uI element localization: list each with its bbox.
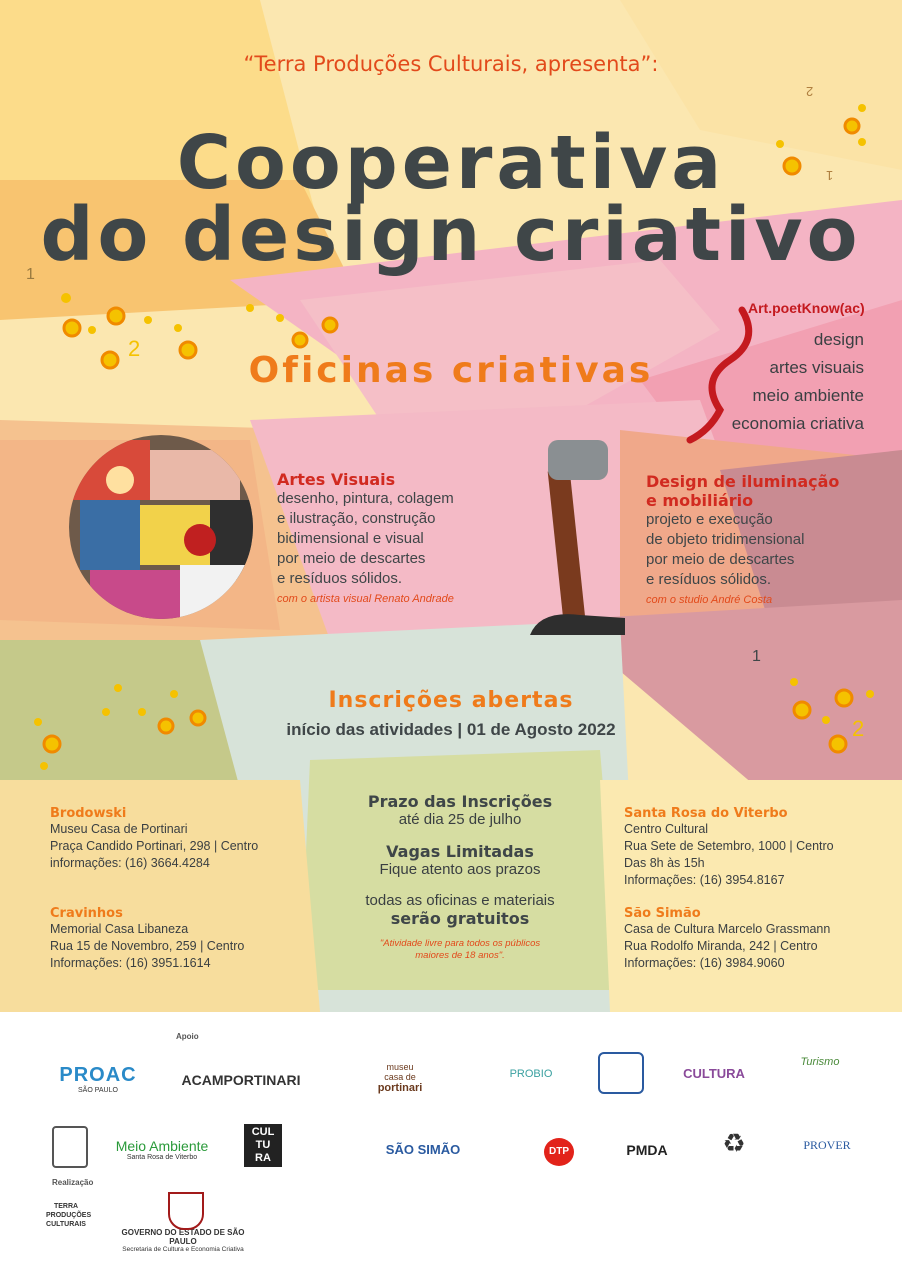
deadline-title: Prazo das Inscrições (367, 792, 553, 811)
vagas-title: Vagas Limitadas (386, 842, 534, 861)
location-line: Casa de Cultura Marcelo Grassmann (624, 922, 831, 936)
cultura-block-logo: CUL TU RA (244, 1124, 282, 1167)
presenter-line: “Terra Produções Culturais, apresenta”: (243, 52, 659, 76)
workshop-line: projeto e execução (646, 511, 773, 528)
workshop-artes-visuais (277, 470, 537, 605)
proac-logo: PROAC SÃO PAULO (59, 1064, 137, 1094)
title-line-2: do design criativo (40, 192, 862, 278)
location-cravinhos (50, 906, 300, 972)
vagas-text: Fique atento aos prazos (379, 861, 541, 878)
location-line: informações: (16) 3664.4284 (50, 856, 210, 870)
workshop-title: Design de iluminação (646, 472, 840, 491)
acam-portinari-logo: ACAMPORTINARI (181, 1072, 301, 1088)
decor-number: 2 (806, 84, 814, 99)
location-line: Memorial Casa Libaneza (50, 922, 189, 936)
audience-note-1: "Atividade livre para todos os públicos (379, 938, 541, 949)
workshop-line: e resíduos sólidos. (277, 570, 403, 587)
location-name: São Simão (624, 906, 701, 921)
start-date: início das atividades | 01 de Agosto 2022 (286, 720, 616, 739)
decor-number: 1 (752, 648, 761, 665)
location-line: Rua Sete de Setembro, 1000 | Centro (624, 839, 834, 853)
decor-number: 2 (128, 336, 141, 361)
apoio-label: Apoio (176, 1032, 199, 1041)
prover-logo: PROVER (803, 1138, 851, 1152)
location-santa-rosa (624, 806, 884, 889)
realizacao-label: Realização (52, 1178, 94, 1187)
workshop-line: bidimensional e visual (277, 530, 424, 547)
governo-sp-logo: GOVERNO DO ESTADO DE SÃO PAULO Secretaria de Cultura e Economia Criativa (121, 1228, 245, 1253)
info-center-box (310, 792, 610, 962)
location-line: Centro Cultural (624, 822, 709, 836)
location-line: Rua Rodolfo Miranda, 242 | Centro (624, 939, 818, 953)
decor-number: 1 (26, 266, 35, 283)
tag: economia criativa (731, 414, 864, 433)
workshop-line: e resíduos sólidos. (646, 571, 772, 588)
crest-logo (598, 1052, 644, 1094)
cultura-logo: CULTURA (683, 1066, 745, 1081)
workshop-design-iluminacao (646, 472, 886, 606)
probio-logo: PROBIO (509, 1068, 553, 1080)
decor-number: 1 (826, 168, 834, 183)
location-name: Santa Rosa do Viterbo (624, 806, 788, 821)
location-line: Das 8h às 15h (624, 856, 705, 870)
title-line-1: Cooperativa (176, 120, 726, 206)
location-sao-simao (624, 906, 884, 972)
tag: meio ambiente (752, 386, 864, 405)
location-line: Informações: (16) 3984.9060 (624, 956, 785, 970)
topic-tags (732, 326, 864, 438)
workshop-line: desenho, pintura, colagem (277, 490, 454, 507)
location-line: Praça Candido Portinari, 298 | Centro (50, 839, 259, 853)
sao-simao-logo: SÃO SIMÃO (385, 1142, 461, 1157)
location-line: Museu Casa de Portinari (50, 822, 188, 836)
sp-crest-icon (168, 1192, 204, 1230)
art-brand-logo: Art.poetKnow(ac) (748, 300, 865, 316)
location-name: Cravinhos (50, 906, 123, 921)
pmda-logo: PMDA (626, 1142, 668, 1158)
location-brodowski (50, 806, 300, 872)
workshop-credit: com o artista visual Renato Andrade (277, 593, 454, 605)
free-line-2: serão gratuitos (390, 909, 530, 928)
terra-producoes-logo: TERRA PRODUÇÕES CULTURAIS (46, 1203, 92, 1228)
deadline-text: até dia 25 de julho (398, 811, 522, 828)
workshop-title: Artes Visuais (277, 470, 396, 489)
meio-ambiente-logo: Meio Ambiente Santa Rosa de Viterbo (115, 1138, 209, 1161)
workshop-credit: com o studio André Costa (646, 594, 773, 606)
turismo-logo: Turismo (800, 1056, 840, 1068)
workshop-title: e mobiliário (646, 491, 754, 510)
registration-title: Inscrições abertas (328, 688, 574, 713)
workshop-line: por meio de descartes (646, 551, 795, 568)
dtp-logo: DTP (544, 1138, 574, 1166)
museu-casa-portinari-logo: museu casa de portinari (377, 1062, 423, 1094)
free-line-1: todas as oficinas e materiais (365, 892, 555, 909)
location-line: Informações: (16) 3951.1614 (50, 956, 211, 970)
decor-number: 2 (852, 716, 865, 741)
tag: artes visuais (769, 358, 864, 377)
subtitle: Oficinas criativas (248, 350, 654, 391)
sponsors-footer (0, 1012, 902, 1280)
audience-note-2: maiores de 18 anos". (415, 950, 505, 961)
location-name: Brodowski (50, 806, 127, 821)
recycle-icon: ♻ (722, 1128, 746, 1158)
crest-logo (52, 1126, 88, 1168)
tag: design (813, 330, 864, 349)
workshop-line: e ilustração, construção (277, 510, 436, 527)
location-line: Informações: (16) 3954.8167 (624, 873, 785, 887)
workshop-line: de objeto tridimensional (646, 531, 805, 548)
workshop-line: por meio de descartes (277, 550, 426, 567)
location-line: Rua 15 de Novembro, 259 | Centro (50, 939, 245, 953)
